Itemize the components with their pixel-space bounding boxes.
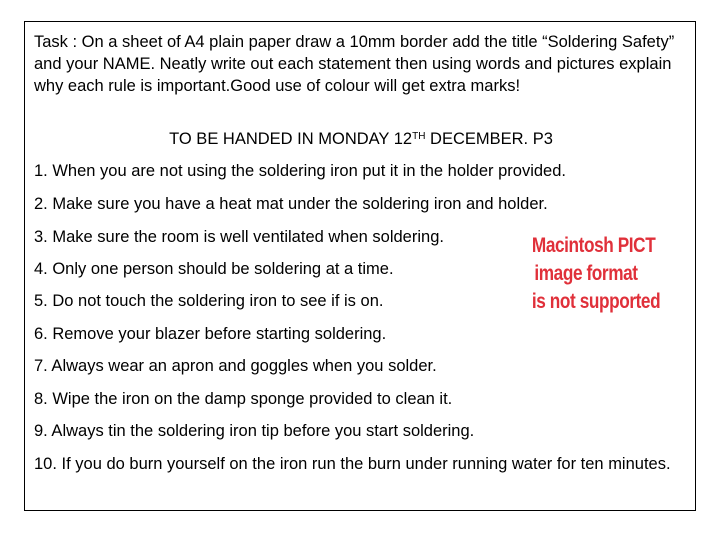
rule-2: 2. Make sure you have a heat mat under the soldering iron and holder. <box>34 195 548 213</box>
task-instructions: Task : On a sheet of A4 plain paper draw a 10mm border add the title “Soldering Safety” and your NAME. Neatly write out each statement then using words and pictures explain why each rule is important.Good use of colour will get extra marks! <box>34 33 675 95</box>
rule-10: 10. If you do burn yourself on the iron run the burn under running water for ten minutes. <box>34 455 671 473</box>
placeholder-line-3: is not supported <box>531 290 661 313</box>
rule-1: 1. When you are not using the soldering iron put it in the holder provided. <box>34 162 566 180</box>
rule-8: 8. Wipe the iron on the damp sponge provided to clean it. <box>34 390 453 408</box>
rule-6: 6. Remove your blazer before starting soldering. <box>34 325 387 343</box>
deadline-superscript: TH <box>412 131 426 142</box>
rule-4: 4. Only one person should be soldering at a time. <box>34 260 394 278</box>
rule-5: 5. Do not touch the soldering iron to see if is on. <box>34 292 384 310</box>
deadline-prefix: TO BE HANDED IN MONDAY 12 <box>169 130 413 148</box>
unsupported-image-placeholder <box>531 232 661 316</box>
rule-3: 3. Make sure the room is well ventilated when soldering. <box>34 228 444 246</box>
placeholder-line-1: Macintosh PICT <box>531 234 656 257</box>
rule-9: 9. Always tin the soldering iron tip before you start soldering. <box>34 422 475 440</box>
placeholder-line-2: image format <box>534 262 638 285</box>
deadline-suffix: DECEMBER. P3 <box>425 130 553 148</box>
rule-7: 7. Always wear an apron and goggles when you solder. <box>34 357 437 375</box>
deadline-line <box>25 128 697 150</box>
